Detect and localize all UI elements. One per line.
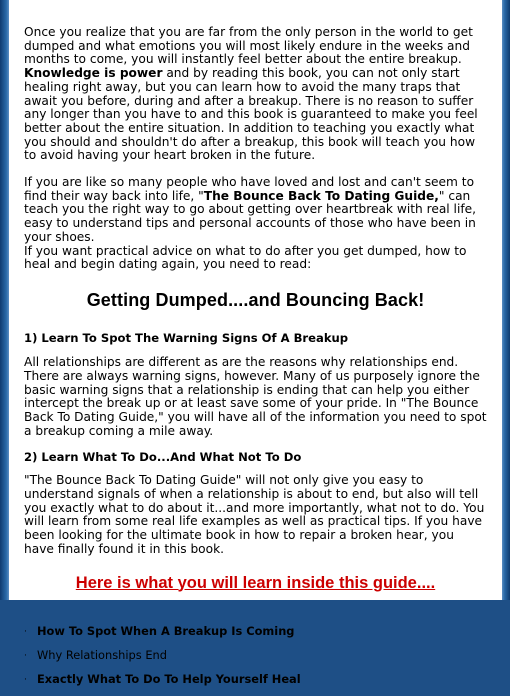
list-item [24,672,487,696]
page-panel [9,0,502,687]
main-heading: Getting Dumped....and Bouncing Back! [86,289,425,310]
list-item-text: Exactly What To Do To Help Yourself Heal [37,672,301,687]
list-item-text: Why Relationships End [37,648,167,663]
page-content [24,0,487,696]
right-page-border [502,0,510,600]
bullet-list [24,624,487,696]
section-2-text: "The Bounce Back To Dating Guide" will not only give you easy to understand signals of when a relationship is about to end, but also will tell you exactly what to do about it...and more importantly, what not to do. You will learn from some real life examples as well as practical tips. If you have been looking for the ultimate book in how to repair a broken hear, you have finally found it in this book. [24,473,485,556]
intro-text: and by reading this book, you can not only start healing right away, but you can learn how to avoid the many traps that await you before, during and after a breakup. There is no reason to suffer any longer than you have to and this book is guaranteed to make you feel better about the entire situation. In addition to teaching you exactly what you should and shouldn't do after a breakup, this book will teach you how to avoid having your heart broken in the future. [24,66,478,163]
guide-title-text: The Bounce Back To Dating Guide, [203,188,439,203]
bullet-icon: · [24,675,27,686]
section-2-title: 2) Learn What To Do...And What Not To Do [24,449,302,464]
section-1-title: 1) Learn To Spot The Warning Signs Of A Breakup [24,330,349,345]
intro-paragraph-2 [24,176,487,272]
intro-paragraph-1 [24,26,487,163]
bullet-icon: · [24,627,27,638]
bullet-icon: · [24,651,27,662]
list-item [24,624,487,648]
learn-inside-heading: Here is what you will learn inside this guide.... [75,573,436,592]
intro-text: " can teach you the right way to go about getting over heartbreak with real life, easy to understand tips and personal accounts of those who have been in your shoes. [24,188,476,244]
list-item [24,648,487,672]
left-page-border [0,0,9,600]
intro-text: If you are like so many people who have loved and lost and can't seem to find their way back into life, " [24,175,475,203]
intro-bold-text: Knowledge is power [24,66,163,81]
intro-text: Once you realize that you are far from the only person in the world to get dumped and what emotions you will most likely endure in the weeks and months to come, you will instantly feel better about the entire breakup. [24,25,473,67]
section-1-text: All relationships are different as are the reasons why relationships end. There are always warning signs, however. Many of us purposely ignore the basic warning signs that a relationship is ending that can help you either intercept the break up or at least save some of your pride. In "The Bounce Back To Dating Guide," you will have all of the information you need to spot a breakup coming a mile away. [24,355,487,438]
intro-text: If you want practical advice on what to do after you get dumped, how to heal and begin dating again, you need to read: [24,243,467,272]
list-item-text: How To Spot When A Breakup Is Coming [37,624,295,639]
